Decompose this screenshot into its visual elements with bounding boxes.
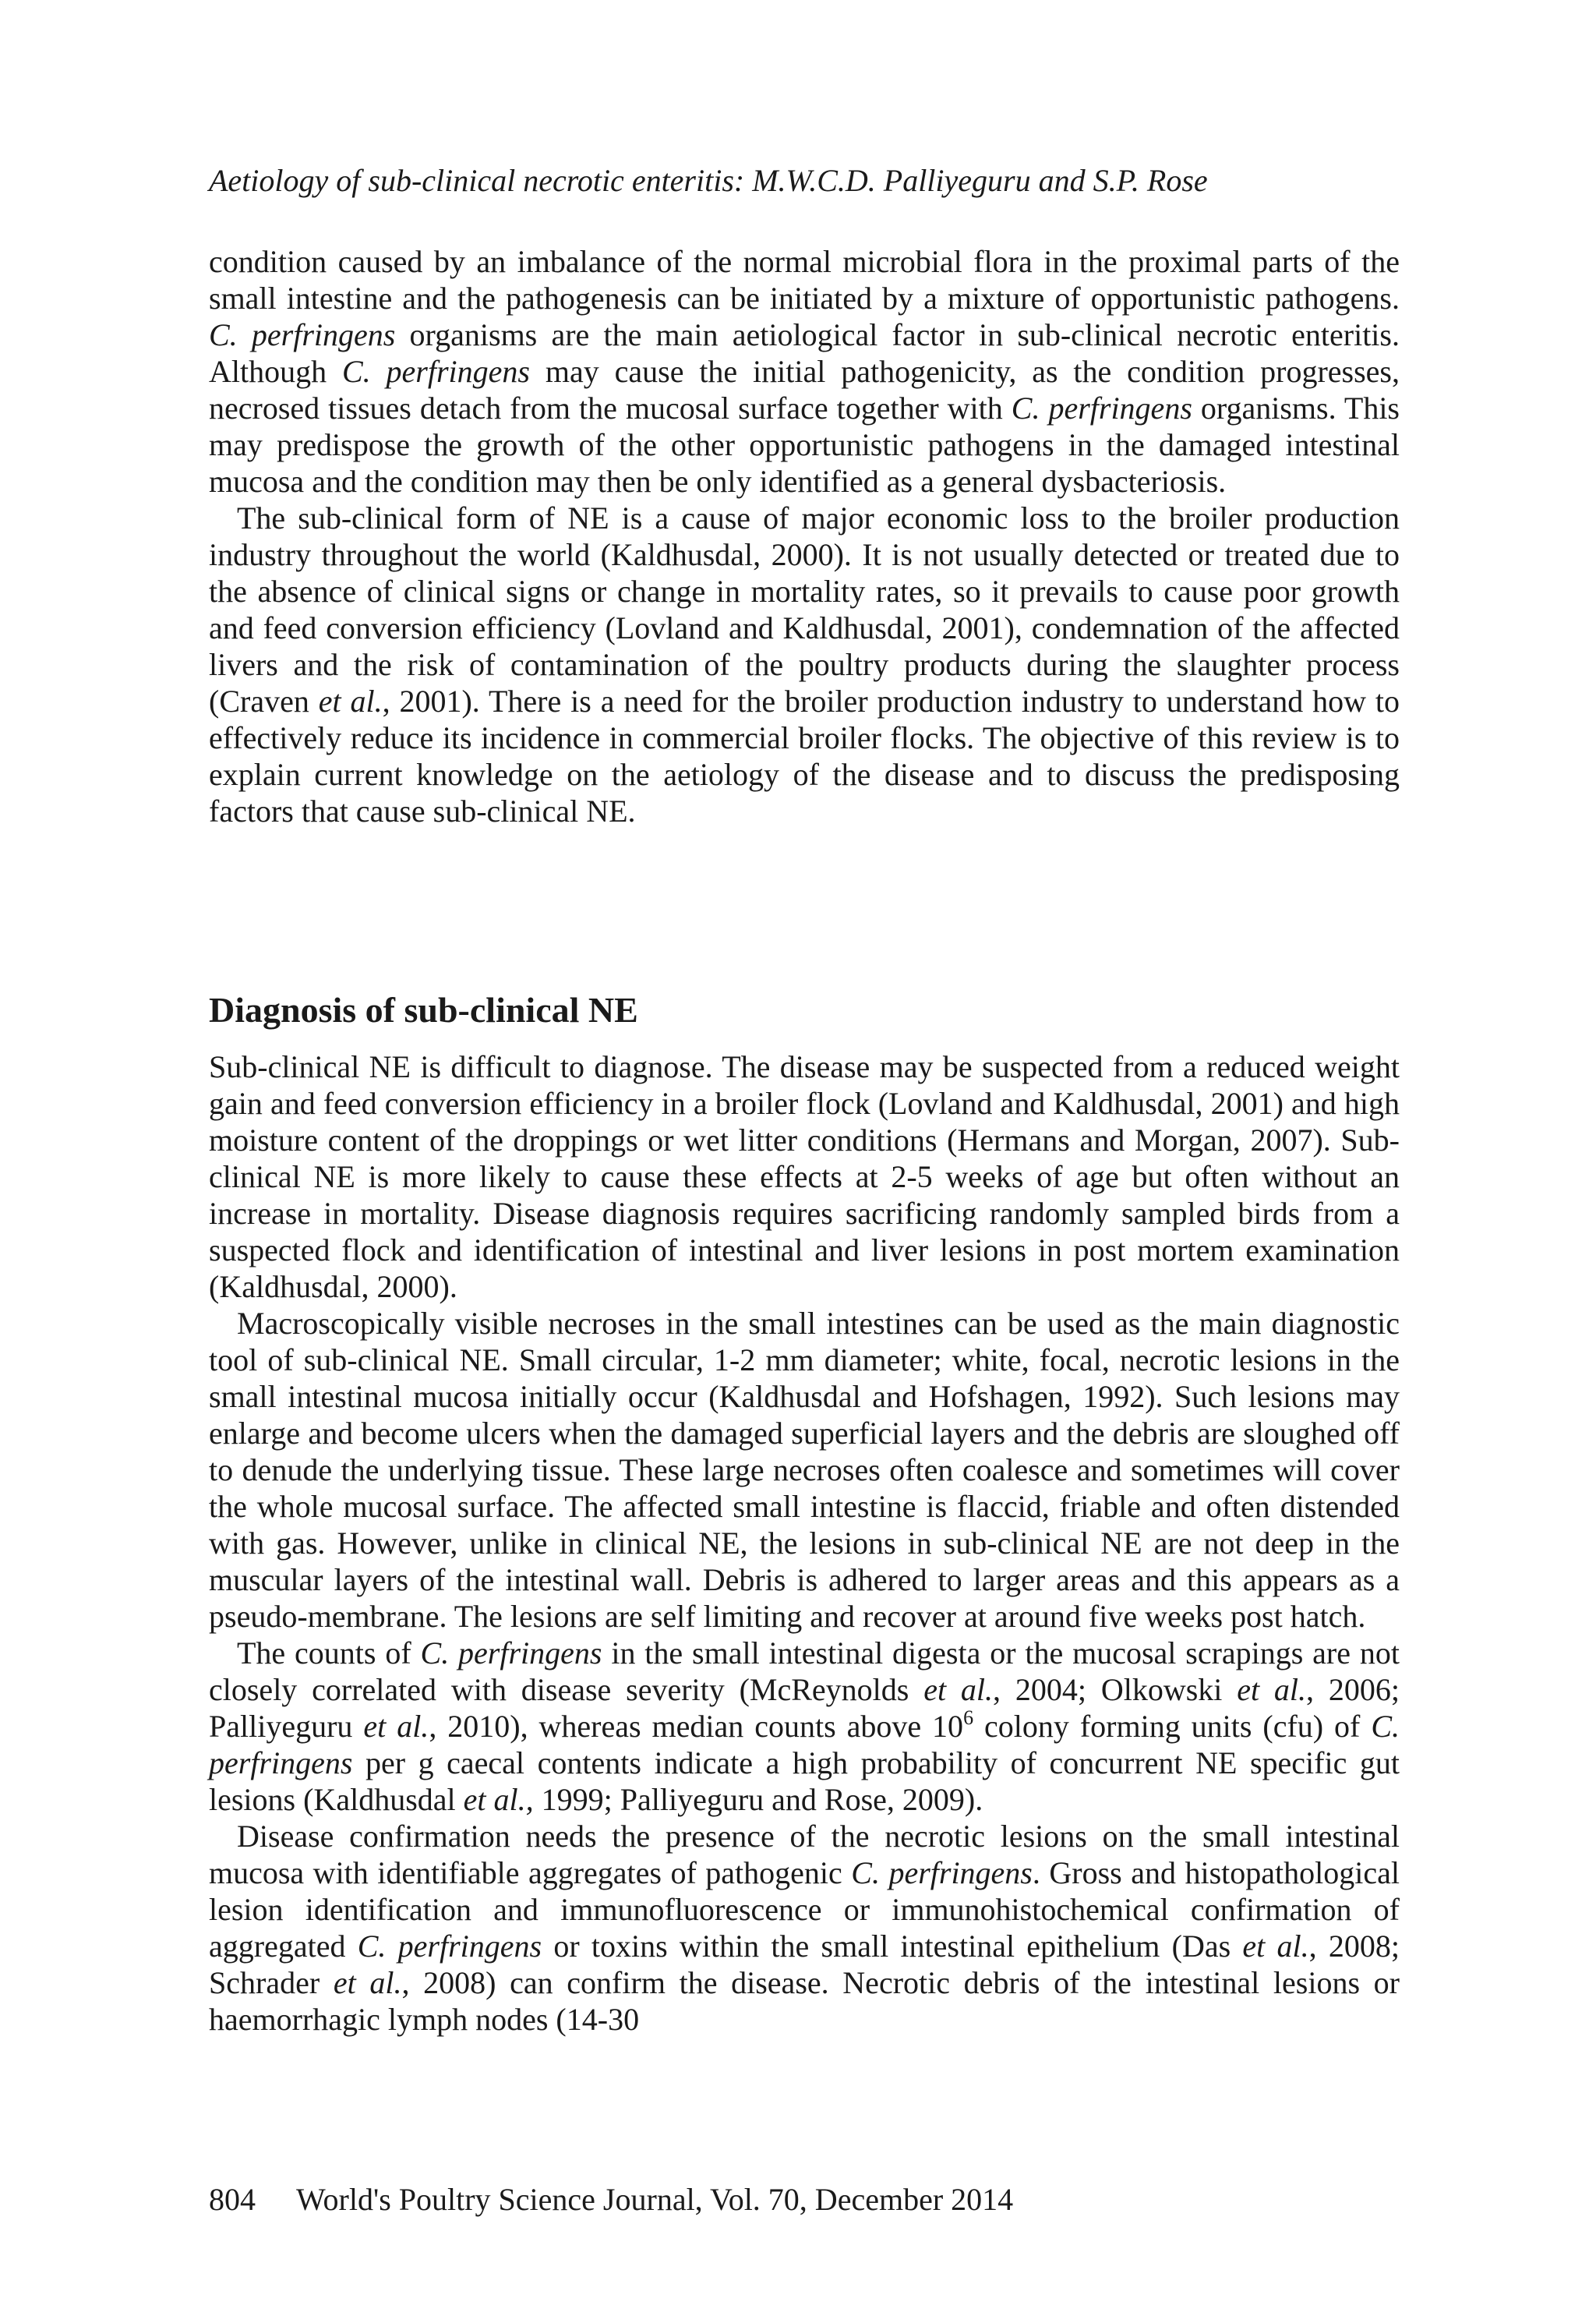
intro-paragraph-1: condition caused by an imbalance of the normal microbial flora in the proximal parts of the small intestine and the pathogenesis can be initiated by a mixture of opportunistic pathogens. C. perfringens organisms are the main aetiological factor in sub-clinical necrotic enteritis. Although C. perfringens may cause the initial pathogenicity, as the condition progresses, necrosed tissues detach from the mucosal surface together with C. perfringens organisms. This may predispose the growth of the other opportunistic pathogens in the damaged intestinal mucosa and the condition may then be only identified as a general dysbacteriosis. xyxy=(209,244,1400,499)
running-head: Aetiology of sub-clinical necrotic enteritis: M.W.C.D. Palliyeguru and S.P. Rose xyxy=(209,163,1208,198)
intro-section xyxy=(209,243,1400,829)
section-heading-diagnosis: Diagnosis of sub-clinical NE xyxy=(209,990,638,1030)
journal-citation: World's Poultry Science Journal, Vol. 70, December 2014 xyxy=(296,2182,1014,2217)
diagnosis-paragraph-1: Sub-clinical NE is difficult to diagnose. The disease may be suspected from a reduced weight gain and feed conversion efficiency in a broiler flock (Lovland and Kaldhusdal, 2001) and high moisture content of the droppings or wet litter conditions (Hermans and Morgan, 2007). Sub-clinical NE is more likely to cause these effects at 2-5 weeks of age but often without an increase in mortality. Disease diagnosis requires sacrificing randomly sampled birds from a suspected flock and identification of intestinal and liver lesions in post mortem examination (Kaldhusdal, 2000). xyxy=(209,1049,1400,1304)
diagnosis-section xyxy=(209,1048,1400,2038)
page-footer xyxy=(209,2181,1013,2218)
page-number: 804 xyxy=(209,2182,256,2217)
intro-paragraph-2: The sub-clinical form of NE is a cause of major economic loss to the broiler production industry throughout the world (Kaldhusdal, 2000). It is not usually detected or treated due to the absence of clinical signs or change in mortality rates, so it prevails to cause poor growth and feed conversion efficiency (Lovland and Kaldhusdal, 2001), condemnation of the affected livers and the risk of contamination of the poultry products during the slaughter process (Craven et al., 2001). There is a need for the broiler production industry to understand how to effectively reduce its incidence in commercial broiler flocks. The objective of this review is to explain current knowledge on the aetiology of the disease and to discuss the predisposing factors that cause sub-clinical NE. xyxy=(209,500,1400,829)
diagnosis-paragraph-3: The counts of C. perfringens in the small intestinal digesta or the mucosal scrapings are not closely correlated with disease severity (McReynolds et al., 2004; Olkowski et al., 2006; Palliyeguru et al., 2010), whereas median counts above $10^6$ colony forming units (cfu) of C. perfringens per g caecal contents indicate a high probability of concurrent NE specific gut lesions (Kaldhusdal et al., 1999; Palliyeguru and Rose, 2009). xyxy=(209,1635,1400,1817)
diagnosis-paragraph-2: Macroscopically visible necroses in the small intestines can be used as the main diagnostic tool of sub-clinical NE. Small circular, 1-2 mm diameter; white, focal, necrotic lesions in the small intestinal mucosa initially occur (Kaldhusdal and Hofshagen, 1992). Such lesions may enlarge and become ulcers when the damaged superficial layers and the debris are sloughed off to denude the underlying tissue. These large necroses often coalesce and sometimes will cover the whole mucosal surface. The affected small intestine is flaccid, friable and often distended with gas. However, unlike in clinical NE, the lesions in sub-clinical NE are not deep in the muscular layers of the intestinal wall. Debris is adhered to larger areas and this appears as a pseudo-membrane. The lesions are self limiting and recover at around five weeks post hatch. xyxy=(209,1306,1400,1634)
diagnosis-paragraph-4: Disease confirmation needs the presence of the necrotic lesions on the small intestinal mucosa with identifiable aggregates of pathogenic C. perfringens. Gross and histopathological lesion identification and immunofluorescence or immunohistochemical confirmation of aggregated C. perfringens or toxins within the small intestinal epithelium (Das et al., 2008; Schrader et al., 2008) can confirm the disease. Necrotic debris of the intestinal lesions or haemorrhagic lymph nodes (14-30 xyxy=(209,1819,1400,2037)
